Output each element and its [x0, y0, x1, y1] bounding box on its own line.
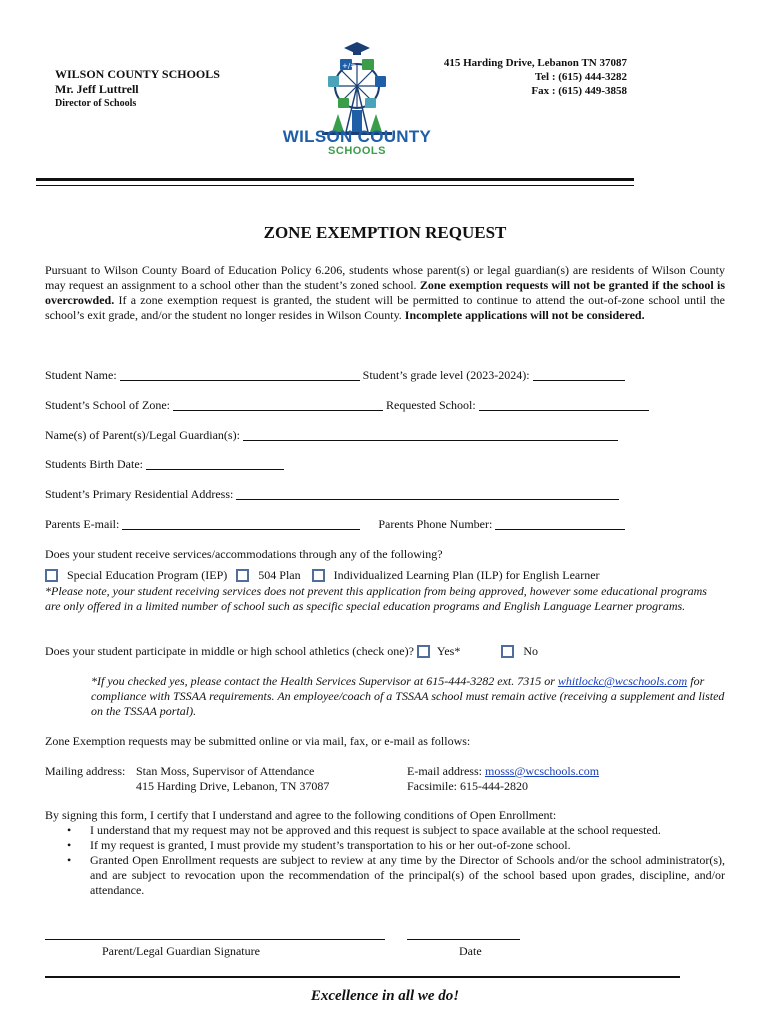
condition-item: • Granted Open Enrollment requests are subject to review at any time by the Director of Schools and/or the school administrator(s), and are subject to revocation upon the recommendation of the principal(s) of the school based upon grades, discipline, and/or attendance. [45, 853, 725, 898]
guardians-field: Name(s) of Parent(s)/Legal Guardian(s): [45, 428, 618, 443]
org-name: WILSON COUNTY SCHOOLS [55, 67, 220, 81]
athletics-question-row [45, 644, 538, 659]
birth-date-field: Students Birth Date: [45, 457, 284, 472]
mosss-email-link[interactable]: mosss@wcschools.com [484, 764, 600, 778]
director-name: Mr. Jeff Luttrell [55, 82, 139, 96]
address-field: Student’s Primary Residential Address: [45, 487, 619, 502]
504-plan-checkbox[interactable] [236, 569, 249, 582]
services-question: Does your student receive services/accommodations through any of the following? [45, 547, 443, 561]
athletics-no-label: No [523, 644, 539, 658]
facsimile: Facsimile: 615-444-2820 [407, 779, 528, 793]
logo-subtitle: SCHOOLS [328, 145, 386, 157]
student-name-field: Student Name: Student’s grade level (2023-2024): [45, 368, 625, 383]
header-tel: Tel : (615) 444-3282 [534, 71, 627, 83]
conditions-list [45, 823, 725, 898]
mailing-street: 415 Harding Drive, Lebanon, TN 37087 [136, 779, 330, 793]
services-options [45, 568, 600, 583]
intro-paragraph: Pursuant to Wilson County Board of Education Policy 6.206, students whose parent(s) or legal guardian(s) are residents of Wilson County may request an assignment to a school other than the student’s zoned school. Zone exemption requests will not be granted if the school is overcrowded. If a zone exemption request is granted, the student will be permitted to continue to attend the out-of-zone school until the school’s exit grade, and/or the student no longer resides in Wilson County. Incomplete applications will not be considered. [45, 263, 725, 322]
date-label: Date [459, 944, 482, 958]
condition-item: • I understand that my request may not be approved and this request is subject to space available at the school requested. [45, 823, 725, 838]
email-line: E-mail address: mosss@wcschools.com [407, 764, 600, 778]
ilp-checkbox[interactable] [312, 569, 325, 582]
submission-intro: Zone Exemption requests may be submitted online or via mail, fax, or e-mail as follows: [45, 734, 471, 748]
page-title: ZONE EXEMPTION REQUEST [263, 223, 507, 242]
footer-motto: Excellence in all we do! [310, 988, 460, 1004]
ilp-label: Individualized Learning Plan (ILP) for English Learner [333, 568, 600, 582]
birth-date-input[interactable] [146, 457, 284, 470]
whitlock-email-link[interactable]: whitlockc@wcschools.com [557, 674, 688, 688]
504-plan-label: 504 Plan [258, 568, 301, 582]
requested-school-input[interactable] [479, 398, 649, 411]
services-note: *Please note, your student receiving services does not prevent this application from being approved, however some educational programs are only offered in a limited number of school such as specific special education programs and English Language Learner programs. [45, 584, 707, 613]
iep-checkbox[interactable] [45, 569, 58, 582]
guardians-input[interactable] [243, 428, 618, 441]
grade-level-input[interactable] [533, 368, 625, 381]
athletics-yes-label: Yes* [436, 644, 461, 658]
header-fax: Fax : (615) 449-3858 [531, 85, 627, 97]
school-of-zone-input[interactable] [173, 398, 383, 411]
director-title: Director of Schools [55, 98, 137, 109]
athletics-no-checkbox[interactable] [501, 645, 514, 658]
mailing-label: Mailing address: [45, 764, 126, 778]
signature-line[interactable] [45, 939, 385, 940]
residential-address-input[interactable] [236, 487, 619, 500]
athletics-question: Does your student participate in middle or high school athletics (check one)? [45, 644, 414, 658]
conditions-intro: By signing this form, I certify that I understand and agree to the following conditions of Open Enrollment: [45, 808, 557, 822]
iep-label: Special Education Program (IEP) [67, 568, 228, 582]
signature-label: Parent/Legal Guardian Signature [102, 944, 260, 958]
contact-field: Parents E-mail: Parents Phone Number: [45, 517, 625, 532]
date-line[interactable] [407, 939, 520, 940]
header-rule-thin [36, 185, 634, 186]
mailing-name: Stan Moss, Supervisor of Attendance [136, 764, 315, 778]
footer-rule [45, 976, 680, 978]
logo-wordmark: WILSON COUNTY [282, 127, 432, 146]
condition-item: • If my request is granted, I must provide my student’s transportation to his or her out-of-zone school. [45, 838, 725, 853]
athletics-yes-checkbox[interactable] [417, 645, 430, 658]
parents-email-input[interactable] [122, 517, 360, 530]
school-field: Student’s School of Zone: Requested School: [45, 398, 649, 413]
student-name-input[interactable] [120, 368, 360, 381]
header-rule [36, 178, 634, 181]
svg-text:+/=: +/= [342, 62, 357, 70]
parents-phone-input[interactable] [495, 517, 625, 530]
athletics-note: *If you checked yes, please contact the Health Services Supervisor at 615-444-3282 ext. 7315 or whitlockc@wcschools.com for compliance with TSSAA requirements. An employee/coach of a TSSAA school must remain active (receiving a supplement and listed on the TSSAA portal). [91, 674, 725, 718]
header-address: 415 Harding Drive, Lebanon TN 37087 [443, 57, 627, 69]
